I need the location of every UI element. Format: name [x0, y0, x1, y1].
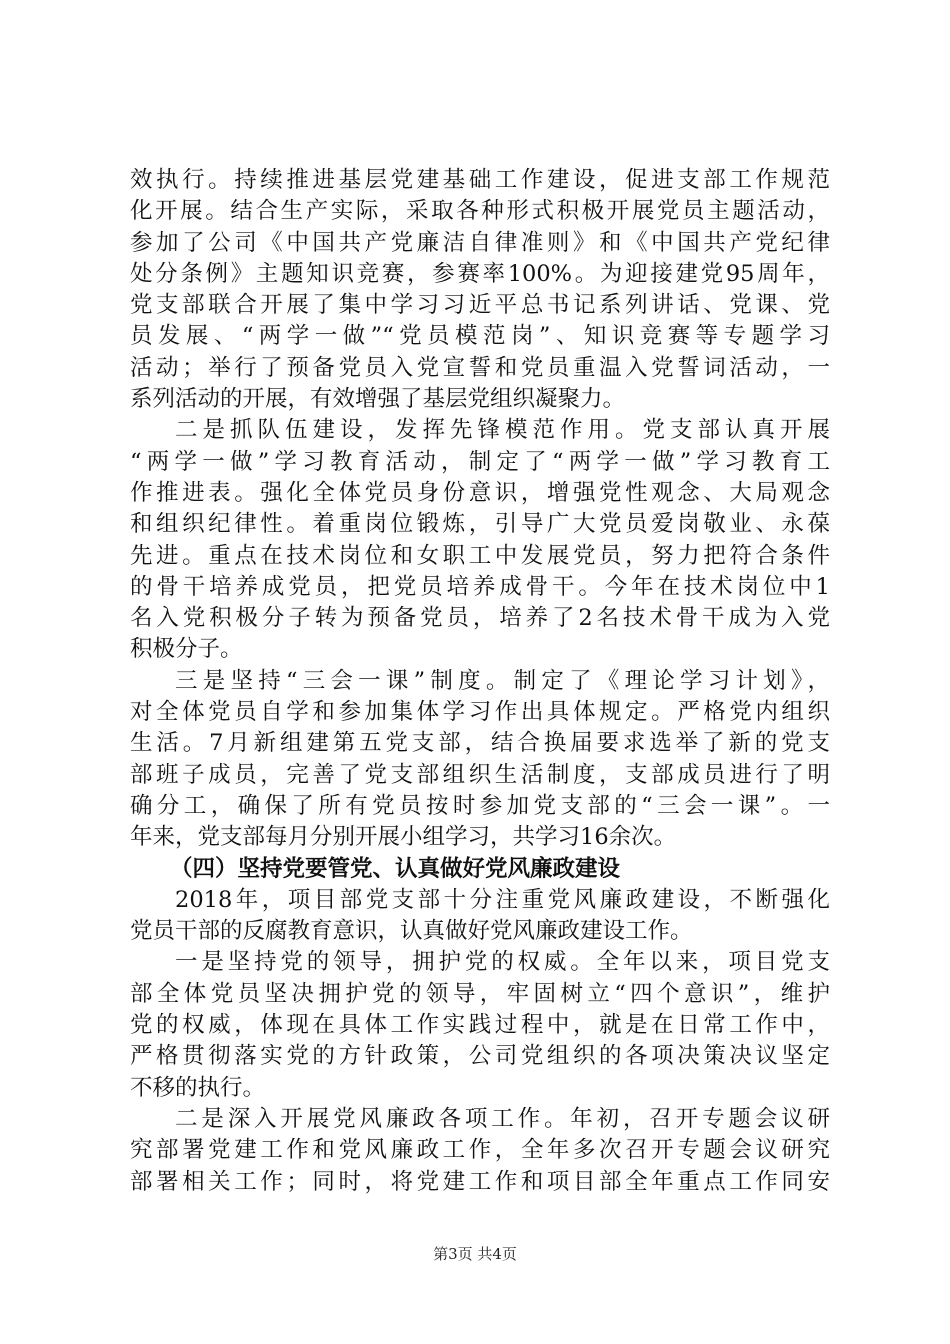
text-line: 活动；举行了预备党员入党宣誓和党员重温入党誓词活动，一 — [130, 354, 830, 381]
text-line: 二是深入开展党风廉政各项工作。年初，召开专题会议研 — [175, 1105, 830, 1132]
text-line: 效执行。持续推进基层党建基础工作建设，促进支部工作规范 — [130, 167, 830, 193]
text-line: 生活。7月新组建第五党支部，结合换届要求选举了新的党支 — [130, 730, 830, 757]
section-heading: （四）坚持党要管党、认真做好党风廉政建设 — [170, 855, 621, 882]
text-line: 不移的执行。 — [130, 1074, 266, 1101]
text-line: 名入党积极分子转为预备党员，培养了2名技术骨干成为入党 — [130, 605, 830, 632]
text-line: “两学一做”学习教育活动，制定了“两学一做”学习教育工 — [130, 448, 830, 475]
text-line: 对全体党员自学和参加集体学习作出具体规定。严格党内组织 — [130, 699, 830, 726]
text-line: 作推进表。强化全体党员身份意识，增强党性观念、大局观念 — [130, 479, 830, 506]
text-line: 和组织纪律性。着重岗位锻炼，引导广大党员爱岗敬业、永葆 — [130, 511, 830, 538]
text-line: 先进。重点在技术岗位和女职工中发展党员，努力把符合条件 — [130, 542, 830, 569]
text-line: 2018年，项目部党支部十分注重党风廉政建设，不断强化 — [175, 886, 830, 913]
text-line: 部班子成员，完善了党支部组织生活制度，支部成员进行了明 — [130, 761, 830, 788]
text-line: 党员干部的反腐教育意识，认真做好党风廉政建设工作。 — [130, 918, 693, 945]
text-line: 化开展。结合生产实际，采取各种形式积极开展党员主题活动， — [130, 198, 830, 225]
text-line: 党支部联合开展了集中学习习近平总书记系列讲话、党课、党 — [130, 292, 830, 319]
body-text — [130, 165, 830, 1198]
text-line: 确分工，确保了所有党员按时参加党支部的“三会一课”。一 — [130, 792, 830, 819]
text-line: 参加了公司《中国共产党廉洁自律准则》和《中国共产党纪律 — [130, 229, 830, 256]
text-line: 部署相关工作；同时，将党建工作和项目部全年重点工作同安 — [130, 1168, 830, 1195]
text-line: 党的权威，体现在具体工作实践过程中，就是在日常工作中， — [130, 1012, 830, 1039]
text-line: 系列活动的开展，有效增强了基层党组织凝聚力。 — [130, 386, 626, 413]
text-line: 三是坚持“三会一课”制度。制定了《理论学习计划》， — [175, 667, 830, 694]
text-line: 积极分子。 — [130, 636, 243, 663]
text-line: 的骨干培养成党员，把党员培养成骨干。今年在技术岗位中1 — [130, 573, 830, 600]
text-line: 处分条例》主题知识竞赛，参赛率100%。为迎接建党95周年， — [130, 260, 830, 287]
text-line: 究部署党建工作和党风廉政工作，全年多次召开专题会议研究 — [130, 1137, 830, 1164]
text-line: 年来，党支部每月分别开展小组学习，共学习16余次。 — [130, 824, 677, 851]
text-line: 员发展、“两学一做”“党员模范岗”、知识竞赛等专题学习 — [130, 323, 830, 350]
text-line: 一是坚持党的领导，拥护党的权威。全年以来，项目党支 — [175, 949, 830, 976]
text-line: 部全体党员坚决拥护党的领导，牢固树立“四个意识”，维护 — [130, 980, 830, 1007]
text-line: 二是抓队伍建设，发挥先锋模范作用。党支部认真开展 — [175, 417, 830, 444]
page-footer: 第3页 共4页 — [433, 1245, 517, 1263]
text-line: 严格贯彻落实党的方针政策，公司党组织的各项决策决议坚定 — [130, 1043, 830, 1070]
